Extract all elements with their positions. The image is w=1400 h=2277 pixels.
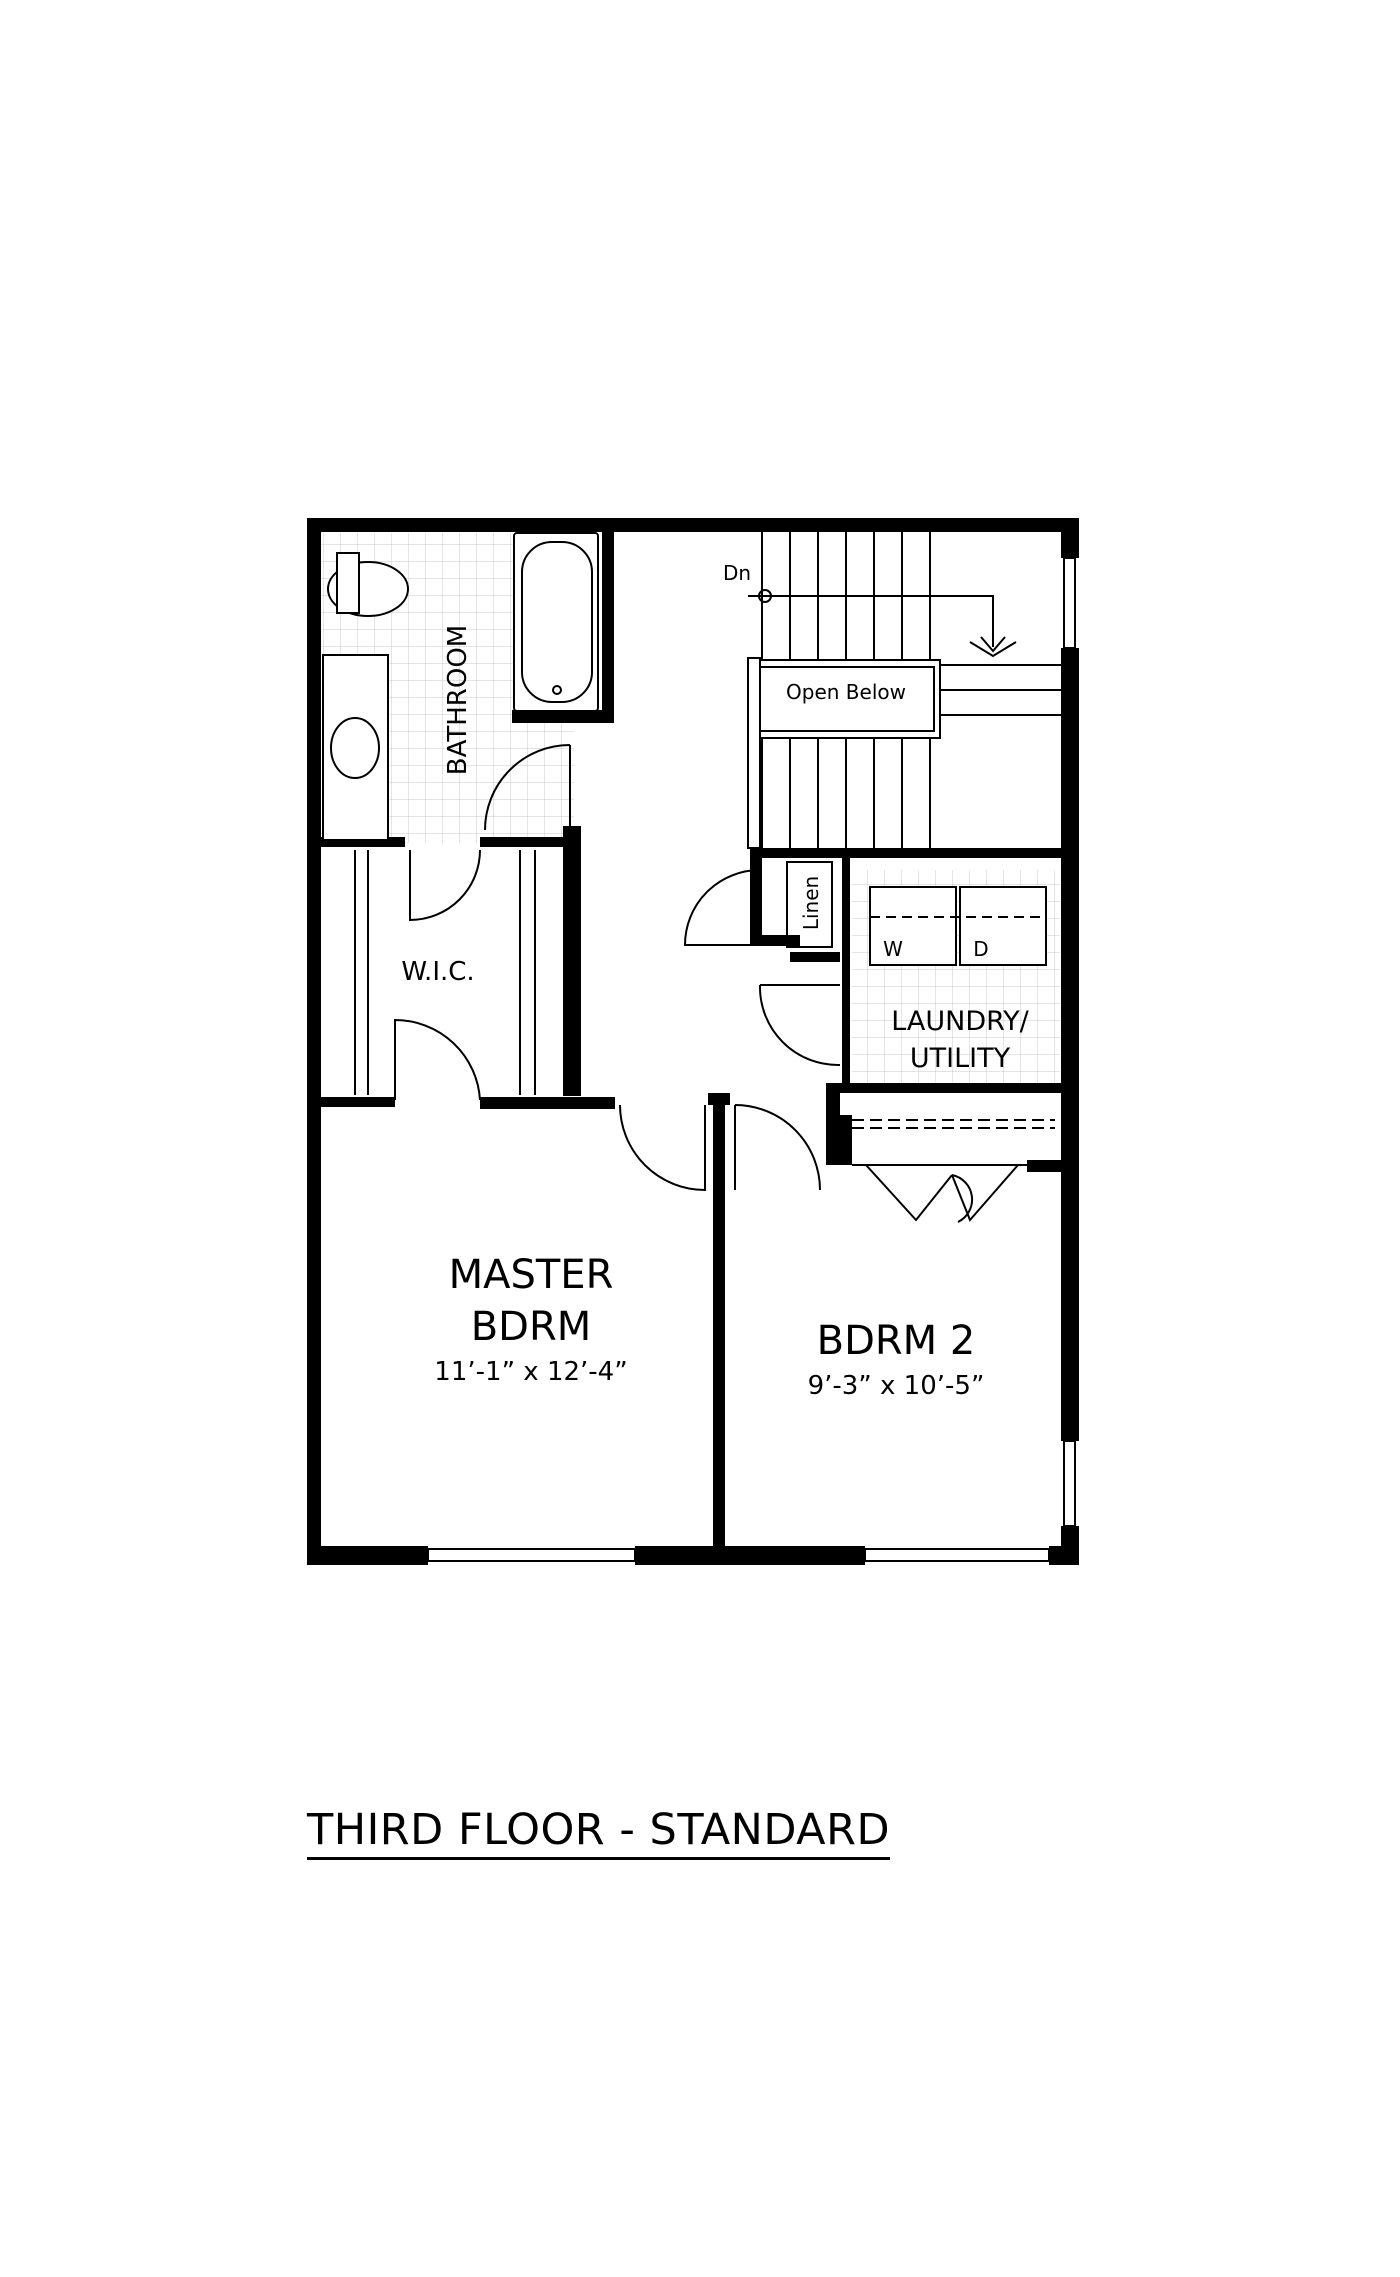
room-label-bathroom: BATHROOM (443, 624, 473, 776)
room-dimension-master: 11’-1” x 12’-4” (434, 1357, 628, 1387)
label-stair-down: Dn (722, 561, 752, 585)
room-label-bdrm2: BDRM 2 (816, 1318, 976, 1364)
plan-title: THIRD FLOOR - STANDARD (307, 1805, 890, 1860)
label-open-below: Open Below (786, 680, 906, 704)
label-dryer: D (973, 937, 989, 961)
room-label-wic: W.I.C. (401, 957, 475, 987)
room-label-laundry-line1: LAUNDRY/ (891, 1006, 1029, 1037)
room-label-master-line1: MASTER (448, 1252, 614, 1298)
room-label-master-line2: BDRM (470, 1304, 592, 1350)
sink (331, 718, 379, 778)
label-washer: W (883, 937, 903, 961)
label-linen: Linen (799, 875, 823, 931)
room-label-laundry-line2: UTILITY (909, 1043, 1011, 1074)
stair-direction-arrow (748, 596, 1016, 656)
room-dimension-bdrm2: 9’-3” x 10’-5” (807, 1371, 985, 1401)
